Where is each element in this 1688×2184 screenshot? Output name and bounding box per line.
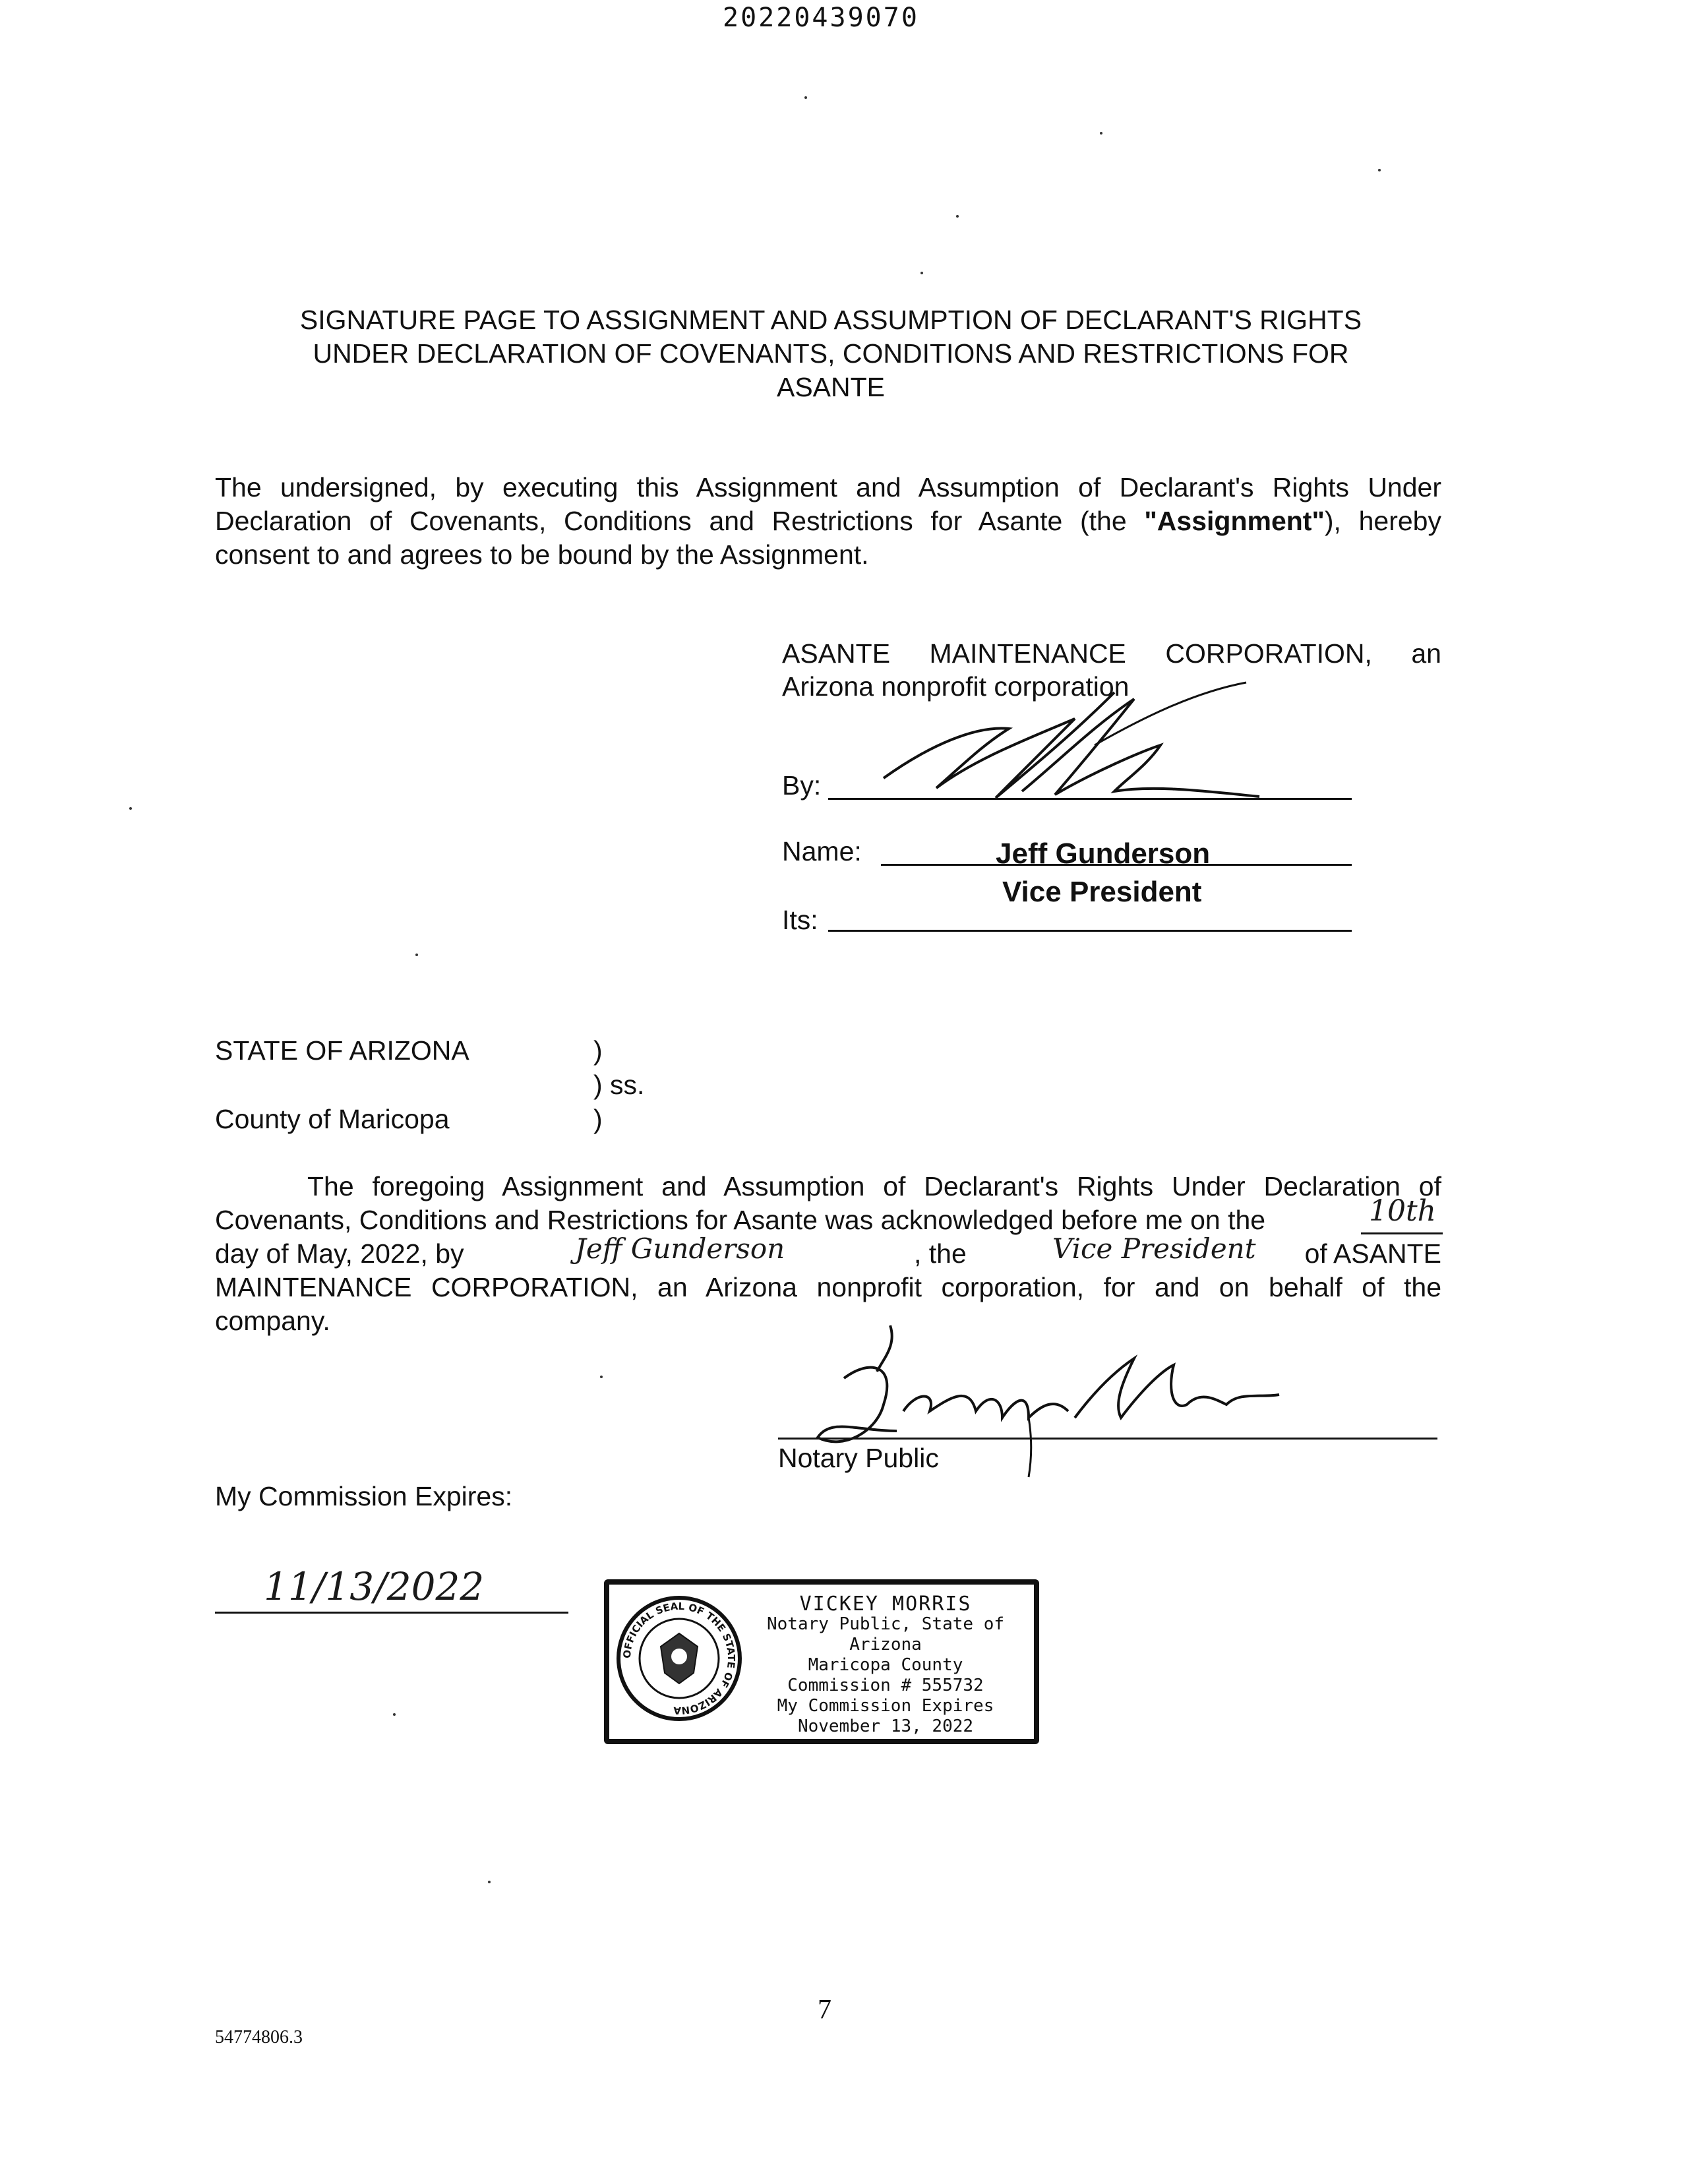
state-seal	[615, 1594, 744, 1723]
signature-stroke-2	[1022, 699, 1259, 797]
intro-line-2-a: Declaration of Covenants, Conditions and Restrictions for Asante (the	[215, 506, 1145, 536]
signature-stroke-3	[1095, 682, 1246, 745]
name-label: Name:	[782, 836, 862, 866]
scan-speck	[488, 1881, 491, 1883]
defined-term-assignment: "Assignment"	[1144, 506, 1325, 536]
ack-line-3	[215, 1232, 1441, 1271]
scan-speck	[393, 1713, 396, 1716]
authorized-signature	[877, 679, 1273, 811]
ack-line-4: MAINTENANCE CORPORATION, an Arizona nonprofit corporation, for and on behalf of the	[215, 1272, 1441, 1302]
intro-line-2-b: ), hereby	[1324, 506, 1441, 536]
scan-speck	[1100, 132, 1102, 135]
seal-text-path: OFFICIAL SEAL OF THE STATE OF ARIZONA	[620, 1600, 738, 1717]
ack-line-3-a: day of May, 2022, by	[215, 1238, 464, 1269]
notary-stroke-4	[1029, 1418, 1031, 1477]
page-number: 7	[818, 1995, 831, 2025]
intro-paragraph	[215, 471, 1441, 572]
stamp-line-2: Maricopa County	[808, 1655, 963, 1675]
its-line	[828, 930, 1352, 932]
its-label: Its:	[782, 905, 818, 935]
page-title	[198, 303, 1464, 404]
commission-expires-label: My Commission Expires:	[215, 1481, 513, 1511]
ack-line-2-text: Covenants, Conditions and Restrictions for Asante was acknowledged before me on the	[215, 1205, 1266, 1235]
record-number: 20220439070	[723, 3, 919, 33]
entity-line-1: ASANTE MAINTENANCE CORPORATION, an	[782, 638, 1441, 669]
ack-line-3-b: , the	[914, 1238, 967, 1269]
ack-line-1: The foregoing Assignment and Assumption of Declarant's Rights Under Declaration of	[307, 1171, 1441, 1201]
notary-public-label: Notary Public	[778, 1443, 939, 1473]
notary-stroke-2	[903, 1396, 1068, 1418]
scan-speck	[129, 807, 132, 810]
stamp-line-4: My Commission Expires	[777, 1696, 994, 1716]
ack-line-3-c: of ASANTE	[1304, 1238, 1441, 1269]
notary-signature-line	[778, 1438, 1437, 1440]
document-id: 54774806.3	[215, 2027, 303, 2048]
handwritten-day: 10th	[1369, 1194, 1437, 1228]
stamp-line-1: Notary Public, State of Arizona	[766, 1614, 1005, 1654]
intro-line-1: The undersigned, by executing this Assignment and Assumption of Declarant's Rights Under	[215, 472, 1441, 502]
scan-speck	[804, 96, 807, 99]
ack-line-5: company.	[215, 1306, 330, 1336]
venue-county: County of Maricopa	[215, 1104, 450, 1134]
stamp-line-3: Commission # 555732	[787, 1676, 984, 1695]
title-line-3: ASANTE	[776, 372, 886, 402]
notary-stamp	[604, 1579, 1039, 1744]
title-line-2: UNDER DECLARATION OF COVENANTS, CONDITIONS AND RESTRICTIONS FOR	[313, 338, 1349, 369]
handwritten-signer-name: Jeff Gunderson	[575, 1232, 785, 1265]
venue-paren-top: )	[593, 1035, 603, 1066]
notary-stroke-3	[1075, 1358, 1279, 1418]
acknowledgment-paragraph	[215, 1170, 1441, 1338]
handwritten-day-underline	[1361, 1232, 1443, 1234]
stamp-line-5: November 13, 2022	[797, 1716, 974, 1736]
intro-line-2	[215, 504, 1441, 538]
by-label: By:	[782, 770, 822, 801]
scan-speck	[1378, 169, 1381, 171]
title-line-1: SIGNATURE PAGE TO ASSIGNMENT AND ASSUMPTION OF DECLARANT'S RIGHTS	[299, 305, 1362, 335]
scan-speck	[956, 215, 959, 218]
handwritten-signer-title: Vice President	[1052, 1232, 1256, 1265]
ack-line-2	[215, 1194, 1441, 1237]
stamp-text	[733, 1594, 1038, 1737]
scan-speck	[600, 1376, 603, 1378]
venue-paren-bottom: )	[593, 1104, 603, 1134]
entity-line-2: Arizona nonprofit corporation	[782, 671, 1130, 702]
signer-title: Vice President	[1002, 876, 1202, 908]
venue-paren-ss: ) ss.	[593, 1070, 645, 1100]
intro-line-3: consent to and agrees to be bound by the Assignment.	[215, 539, 869, 570]
handwritten-expiry-date: 11/13/2022	[264, 1564, 485, 1609]
scan-speck	[415, 954, 418, 956]
venue-state: STATE OF ARIZONA	[215, 1035, 469, 1066]
expiry-line	[215, 1612, 568, 1614]
notary-stroke-1	[818, 1325, 897, 1441]
signer-name: Jeff Gunderson	[996, 837, 1211, 870]
seal-emblem-sun	[671, 1649, 687, 1664]
scan-speck	[920, 272, 923, 274]
stamp-name: VICKEY MORRIS	[799, 1592, 972, 1616]
